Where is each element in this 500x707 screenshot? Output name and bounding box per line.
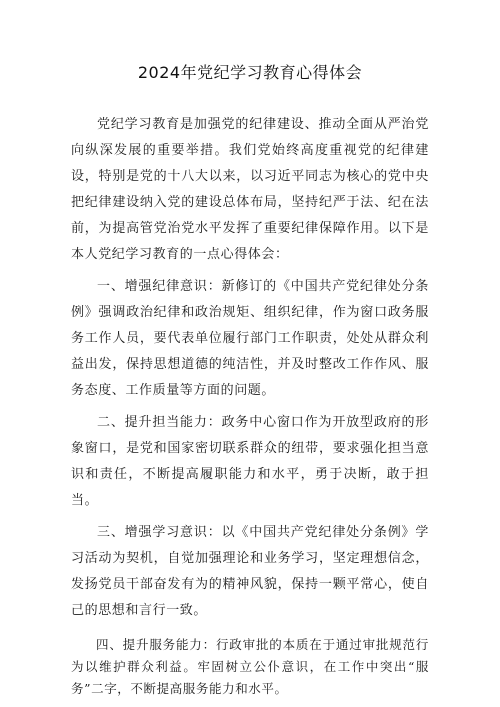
paragraph-service: 四、提升服务能力：行政审批的本质在于通过审批规范行为以维护群众利益。牢固树立公仆意识，在工作中突出“服务”二字，不断提高服务能力和水平。 — [71, 637, 429, 696]
paragraph-intro: 党纪学习教育是加强党的纪律建设、推动全面从严治党向纵深发展的重要举措。我们党始终高度重视党的纪律建设，特别是党的十八大以来，以习近平同志为核心的党中央把纪律建设纳入党的建设总体布局，坚持纪严于法、纪在法前，为提高管党治党水平发挥了重要纪律保障作用。以下是本人党纪学习教育的一点心得体会： — [71, 117, 429, 262]
paragraph-responsibility: 二、提升担当能力：政务中心窗口作为开放型政府的形象窗口，是党和国家密切联系群众的纽带，要求强化担当意识和责任，不断提高履职能力和水平，勇于决断，敢于担当。 — [71, 415, 429, 508]
document-body — [71, 112, 429, 700]
paragraph-discipline-awareness: 一、增强纪律意识：新修订的《中国共产党纪律处分条例》强调政治纪律和政治规矩、组织纪律，作为窗口政务服务工作人员，要代表单位履行部门工作职责，处处从群众利益出发，保持思想道德的纯洁性，并及时整改工作作风、服务态度、工作质量等方面的问题。 — [71, 279, 429, 398]
paragraph-learning: 三、增强学习意识：以《中国共产党纪律处分条例》学习活动为契机，自觉加强理论和业务学习，坚定理想信念，发扬党员干部奋发有为的精神风貌，保持一颗平常心，使自己的思想和言行一致。 — [71, 525, 429, 618]
document-title: 2024年党纪学习教育心得体会 — [137, 63, 363, 82]
